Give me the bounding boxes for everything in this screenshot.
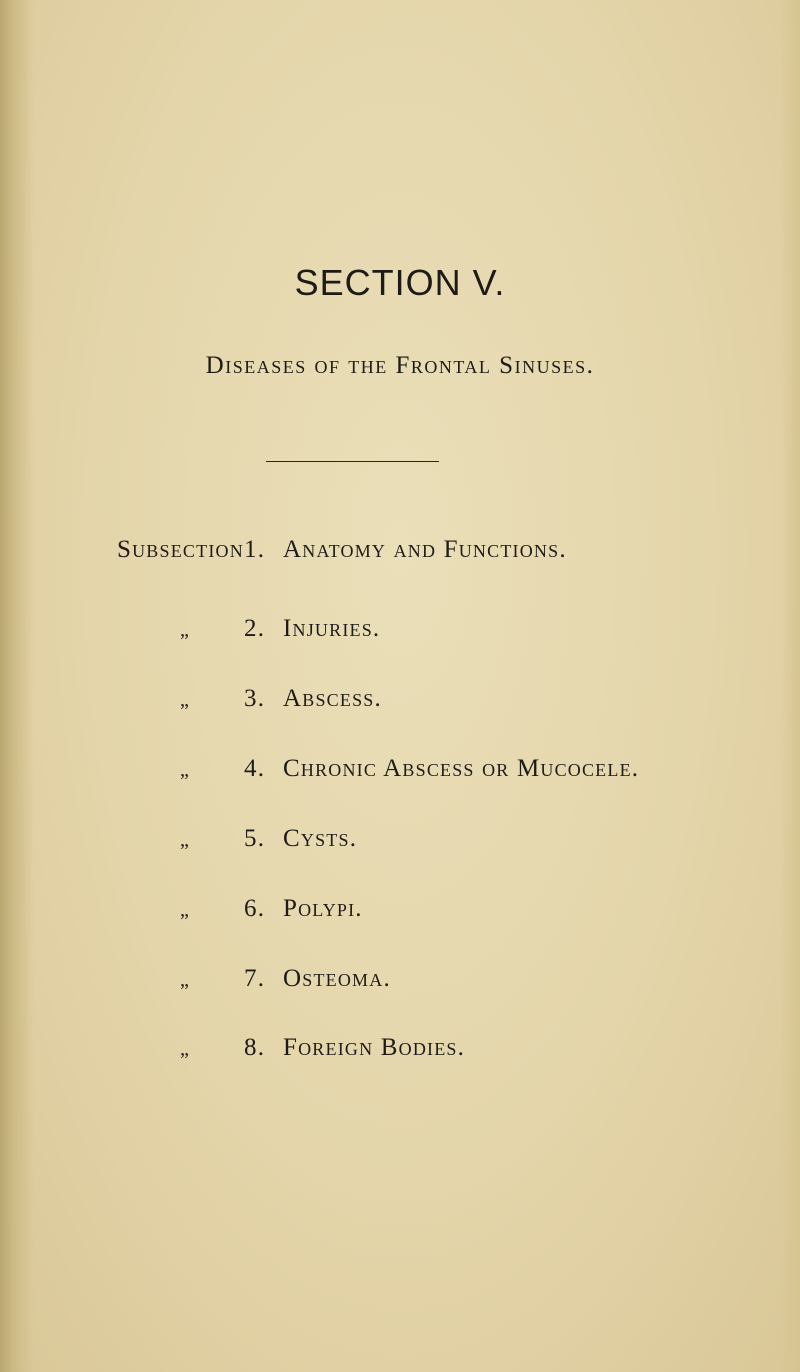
subsection-number: 1. — [244, 536, 266, 563]
subsection-number: 7. — [244, 965, 266, 992]
ditto-mark: „ — [180, 759, 191, 781]
subsection-row-3 — [0, 685, 800, 721]
ditto-mark: „ — [180, 619, 191, 641]
subsection-row-4 — [0, 755, 800, 791]
subsection-number: 8. — [244, 1034, 266, 1061]
subsection-title: Cysts. — [283, 825, 358, 852]
section-title: SECTION V. — [294, 262, 506, 303]
subsection-row-7 — [0, 965, 800, 1001]
subsection-title: Injuries. — [283, 615, 381, 642]
ditto-mark: „ — [180, 829, 191, 851]
ditto-mark: „ — [180, 1038, 191, 1060]
subsection-number: 3. — [244, 685, 266, 712]
subsection-title: Anatomy and Functions. — [283, 536, 567, 563]
ditto-mark: „ — [180, 899, 191, 921]
ditto-mark: „ — [180, 689, 191, 711]
subsection-title: Chronic Abscess or Mucocele. — [283, 755, 640, 782]
subsection-number: 5. — [244, 825, 266, 852]
subsection-row-2 — [0, 615, 800, 651]
subsection-number: 4. — [244, 755, 266, 782]
subsection-row-6 — [0, 895, 800, 931]
subsection-title: Foreign Bodies. — [283, 1034, 466, 1061]
subsection-title: Polypi. — [283, 895, 363, 922]
subsection-title: Abscess. — [283, 685, 382, 712]
subsection-row-8 — [0, 1034, 800, 1070]
subsection-row-1 — [0, 536, 800, 572]
subsection-number: 2. — [244, 615, 266, 642]
ditto-mark: „ — [180, 969, 191, 991]
subsection-title: Osteoma. — [283, 965, 391, 992]
subsection-prefix: Subsection — [117, 536, 244, 563]
subsection-row-5 — [0, 825, 800, 861]
subsection-number: 6. — [244, 895, 266, 922]
section-subtitle: Diseases of the Frontal Sinuses. — [205, 352, 595, 379]
